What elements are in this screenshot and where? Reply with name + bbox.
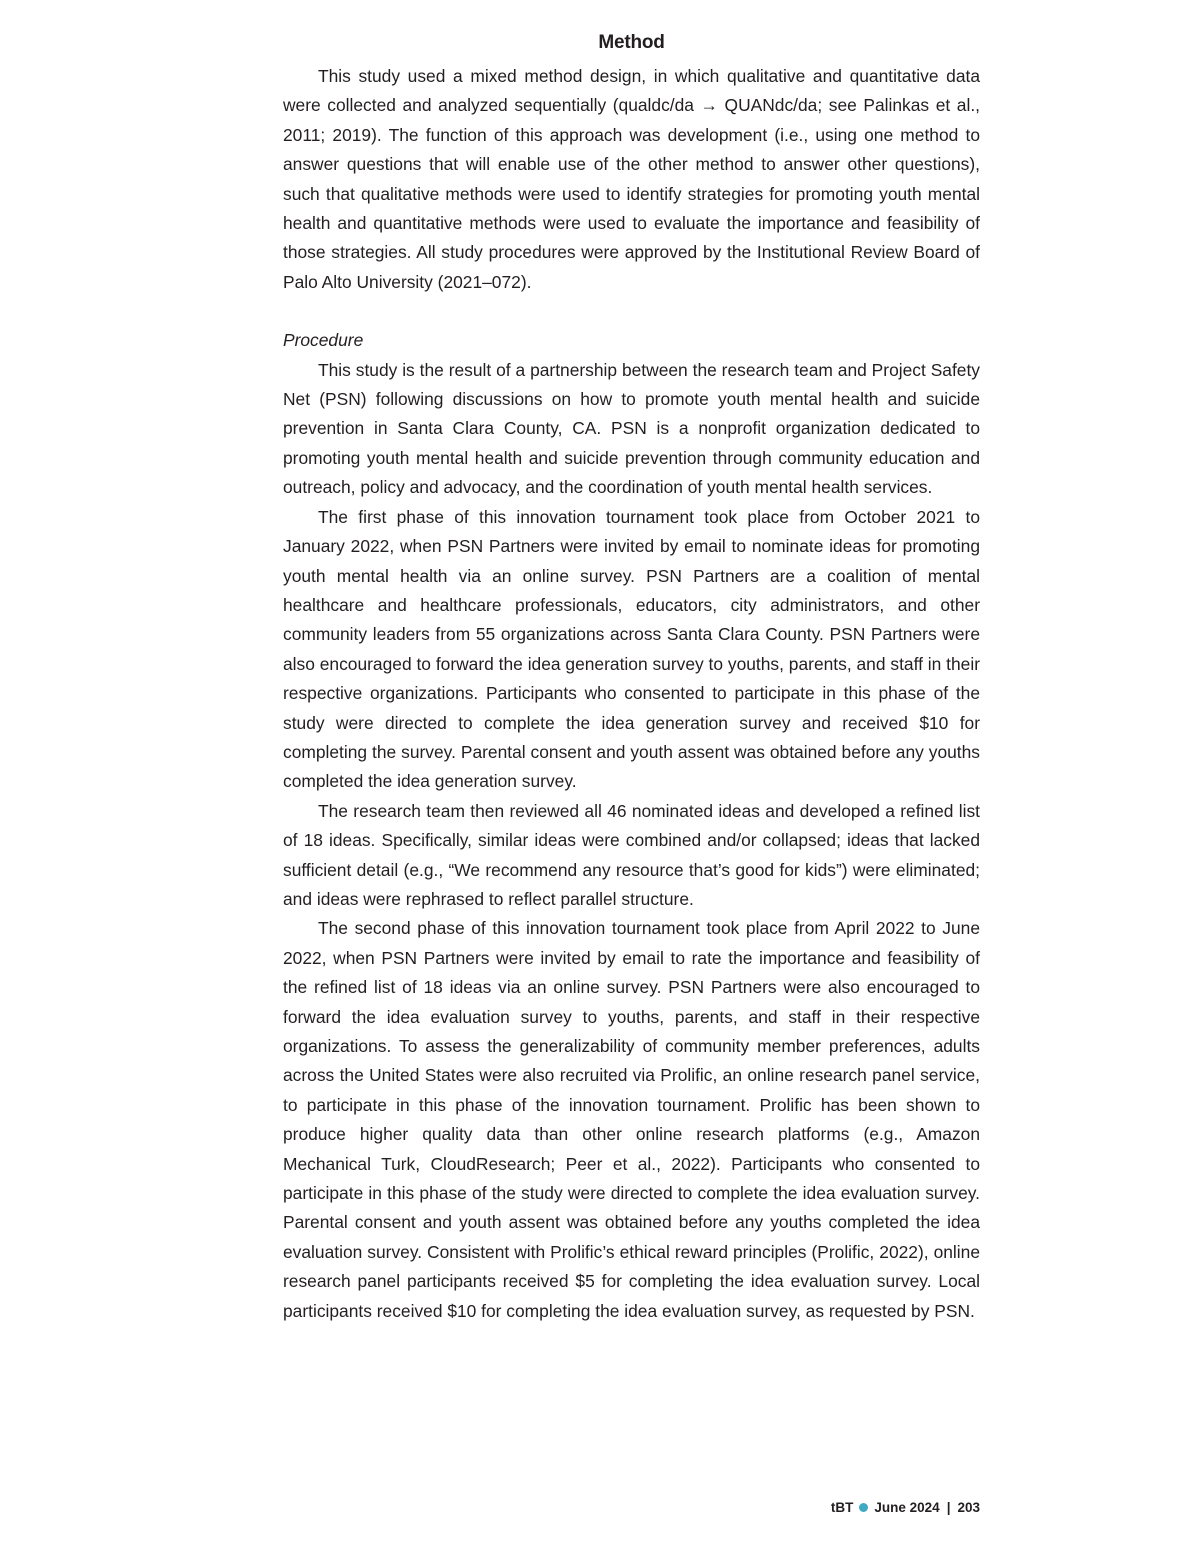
method-paragraph: This study used a mixed method design, in which qualitative and quantitative data were collected and analyzed sequentially (qualdc/da → QUANdc/da; see Palinkas et al., 2011; 2019). The function of this approach was development (i.e., using one method to answer questions that will enable use of the other method to answer other questions), such that qualitative methods were used to identify strategies for promoting youth mental health and quantitative methods were used to evaluate the importance and feasibility of those strategies. All study procedures were approved by the Institutional Review Board of Palo Alto University (2021–072). bbox=[283, 66, 980, 292]
footer-journal: tBT bbox=[830, 1500, 854, 1515]
procedure-paragraph-3: The research team then reviewed all 46 nominated ideas and developed a refined list of 18 ideas. Specifically, similar ideas were combined and/or collapsed; ideas that lacked sufficient detail (e.g., “We recommend any resource that’s good for kids”) were eliminated; and ideas were rephrased to reflect parallel structure. bbox=[283, 800, 980, 909]
page-footer bbox=[831, 1500, 980, 1515]
bullet-dot-icon bbox=[859, 1503, 868, 1512]
procedure-paragraph-1: This study is the result of a partnership between the research team and Project Safety Net (PSN) following discussions on how to promote youth mental health and suicide prevention in Santa Clara County, CA. PSN is a nonprofit organization dedicated to promoting youth mental health and suicide prevention through community education and outreach, policy and advocacy, and the coordination of youth mental health services. bbox=[283, 359, 980, 498]
page-number: 203 bbox=[957, 1500, 980, 1515]
footer-date: June 2024 bbox=[874, 1500, 940, 1515]
procedure-paragraph-4: The second phase of this innovation tournament took place from April 2022 to June 2022, when PSN Partners were invited by email to rate the importance and feasibility of the refined list of 18 ideas via an online survey. PSN Partners were also encouraged to forward the idea evaluation survey to youths, parents, and staff in their respective organizations. To assess the generalizability of community member preferences, adults across the United States were also recruited via Prolific, an online research panel service, to participate in this phase of the innovation tournament. Prolific has been shown to produce higher quality data than other online research platforms (e.g., Amazon Mechanical Turk, CloudResearch; Peer et al., 2022). Participants who consented to participate in this phase of the study were directed to complete the idea evaluation survey. Parental consent and youth assent was obtained before any youths completed the idea evaluation survey. Consistent with Prolific’s ethical reward principles (Prolific, 2022), online research panel participants received $5 for completing the idea evaluation survey. Local participants received $10 for completing the idea evaluation survey, as requested by PSN. bbox=[283, 918, 980, 1321]
section-heading-method: Method bbox=[598, 32, 665, 53]
page-column bbox=[283, 30, 980, 1326]
procedure-paragraph-2: The first phase of this innovation tournament took place from October 2021 to January 2022, when PSN Partners were invited by email to nominate ideas for promoting youth mental health via an online survey. PSN Partners are a coalition of mental healthcare and healthcare professionals, educators, city administrators, and other community leaders from 55 organizations across Santa Clara County. PSN Partners were also encouraged to forward the idea generation survey to youths, parents, and staff in their respective organizations. Participants who consented to participate in this phase of the study were directed to complete the idea generation survey and received $10 for completing the survey. Parental consent and youth assent was obtained before any youths completed the idea generation survey. bbox=[283, 506, 980, 792]
procedure-subheading: Procedure bbox=[283, 330, 364, 351]
footer-separator: | bbox=[946, 1500, 951, 1515]
